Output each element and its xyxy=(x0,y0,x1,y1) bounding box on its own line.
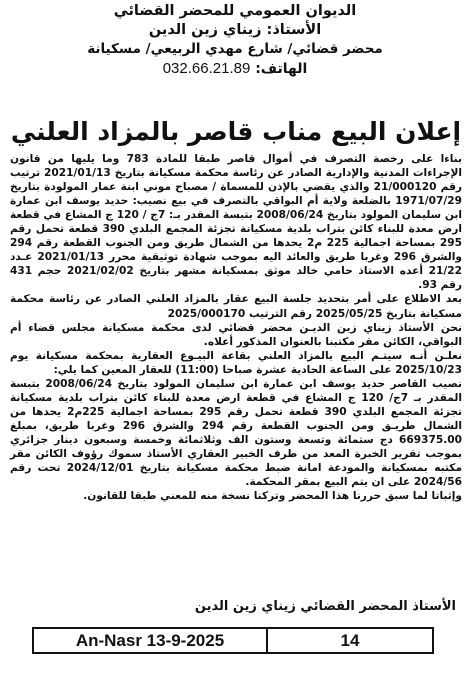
phone-line xyxy=(10,59,460,79)
paragraph-order: بعد الاطلاع على أمر بتحديد جلسة البيع عقار بالمزاد العلني الصادر عن رئاسة محكمة مسكيانة بتاريخ 2025/05/25 رقم الترتيب 2025/000170 xyxy=(10,293,462,320)
office-name: الديوان العمومي للمحضر القضائي xyxy=(113,3,357,19)
paragraph-property: نصيب القاصر حديد يوسف ابن عمارة ابن سليمان المولود بتاريخ 2008/06/24 بتبسة المقدر بـ 7ج/ 120 ج المشاع في قطعة ارض معدة للبناء كائن بتراب بلدية مسكيانة تجزئة المجمع البلدي 390 قطعة تحمل رقم 295 بمساحة اجمالية 225م2 يحدها من الشمال طريـق ومن الجنوب القطعة رقم 294 والشرق 296 وغربا طريق، بمبلغ 669375.00 دج ستمائة وتسعة وستون الف وثلاثمائة وخمسة وسبعون دينار جزائري بموجب تقرير الخبرة المعد من طرف الخبير العقاري الأستاذ سموك رؤوف الكائن مقر مكتبه بمسكيانة والمودعة امانة ضبط محكمة مسكيانة بتاريخ 2024/12/01 تحت رقم 2024/56 على ان يتم البيع بمقر المحكمة. xyxy=(10,377,463,489)
phone-number: 032.66.21.89 xyxy=(162,60,251,77)
paragraph-authorization: بناءا على رخصة التصرف في أموال قاصر طبقا للمادة 783 وما يليها من قانون الإجراءات المدنية والإدارية الصادر عن رئاسة محكمة مسكيانة بتاريخ 2021/01/13 ترتيب رقم 21/000120 والذي يقضي بالإذن للمسماة / مصباح موني ابنة عمار المولودة بتاريخ 1971/07/29 بالضلعة ولاية أم البواقي بالتصرف في بيع نصيب: حديد يوسف ابن عمارة ابن سليمان المولود بتاريخ 2008/06/24 بتبسة المقدر بـ: 7ج / 120 ج المشاع في قطعة ارض معدة للبناء كائن بتراب بلدية مسكيانة تجزئة المجمع البلدي 390 قطعة تحمل رقم 295 بمساحة اجمالية 225 م2 يحدها من الشمال طريق ومن الجنوب القطعة رقم 294 والشرق 296 وغربا طريق والعائد اليه بموجب شهادة توثيقية محرر 2021/01/13 عـدد 21/22 أعده الاستاذ حامي خالد موثق بمسكيانة مشهر بتاريخ 2021/02/02 حجم 431 رقم 93. xyxy=(10,153,463,292)
office-address: محضر قضائي/ شارع مهدي الربيعي/ مسكيانة xyxy=(87,41,383,57)
publication-date: An-Nasr 13-9-2025 xyxy=(75,630,225,650)
paragraph-bailiff: نحن الأستاذ زيناي زين الديـن محضر قضائي لدى محكمة مسكيانة مجلس قضاء أم البواقي، الكائن مقر مكتبنا بالعنوان المذكور أعلاه. xyxy=(10,321,462,348)
bailiff-name: الأستاذ: زيناي زين الدين xyxy=(148,22,322,38)
phone-label: الهاتف: xyxy=(255,61,308,77)
notice-body xyxy=(10,152,462,503)
publication-footer xyxy=(32,627,434,654)
paragraph-announcement: نعلـن أنـه سيتـم البيع بالمزاد العلني بقاعة البيـوع العقارية بمحكمة مسكيانة يوم 2025/10/23 على الساعة الحادية عشرة صباحا (11:00) للعقار المعين كما يلي: xyxy=(10,349,462,376)
paragraph-closing: وإثباتا لما سبق حررنا هذا المحضر وتركنا نسخة منه للمعني طبقا للقانون. xyxy=(83,490,462,503)
page-number: 14 xyxy=(340,630,360,650)
signature: الأستاذ المحضر القضائي زيناي زين الدين xyxy=(194,599,456,614)
notice-title: إعلان البيع مناب قاصر بالمزاد العلني xyxy=(10,117,462,146)
office-header xyxy=(10,2,460,79)
